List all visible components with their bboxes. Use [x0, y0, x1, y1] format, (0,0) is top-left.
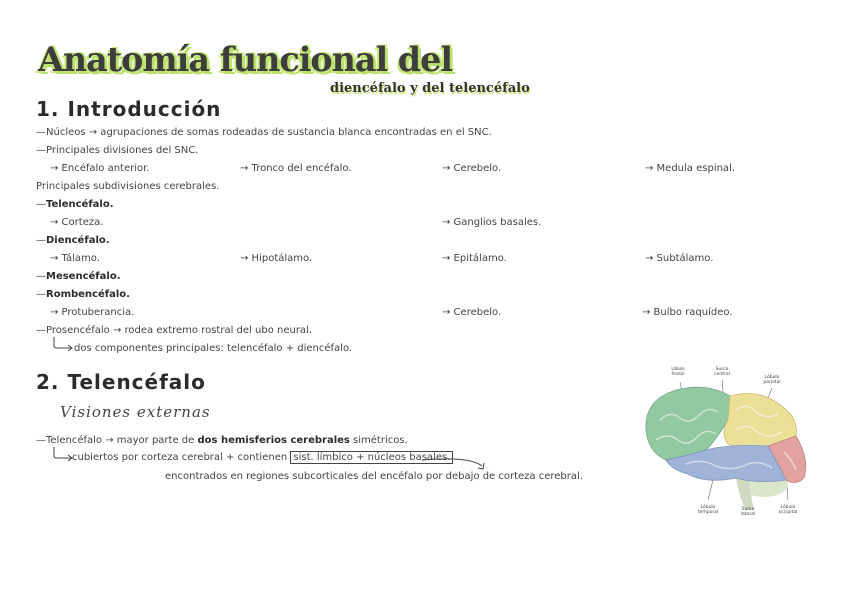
- label-surco-central: Surco central: [714, 367, 730, 377]
- division-item: → Encéfalo anterior.: [50, 163, 150, 174]
- rombencefalo-label: Rombencéfalo.: [46, 289, 130, 300]
- title-block: [38, 40, 460, 80]
- mesencefalo-label: Mesencéfalo.: [46, 271, 121, 282]
- hook-arrow-icon: [52, 336, 74, 352]
- desc-text-end: simétricos.: [349, 435, 408, 446]
- label-parietal: Lóbulo parietal: [763, 375, 781, 385]
- prosencefalo-line: —Prosencéfalo → rodea extremo rostral del ubo neural.: [36, 325, 313, 336]
- division-item: → Cerebelo.: [442, 163, 502, 174]
- handwritten-subheading: Visiones externas: [60, 403, 211, 421]
- label-occipital: Lóbulo occipital: [778, 505, 798, 515]
- hook-arrow-icon: [52, 446, 74, 462]
- division-item: → Medula espinal.: [645, 163, 736, 174]
- divisiones-title: —Principales divisiones del SNC.: [36, 145, 199, 156]
- telencefalo-desc-line-2: [72, 452, 453, 463]
- rombencefalo-item: → Protuberancia.: [50, 307, 135, 318]
- telencefalo-desc-line: [36, 435, 408, 446]
- diencefalo-item: → Hipotálamo.: [240, 253, 313, 264]
- diencefalo-item: → Epitálamo.: [442, 253, 507, 264]
- label-surco-lateral: Surco lateral: [740, 507, 756, 517]
- subdivisiones-title: Principales subdivisiones cerebrales.: [36, 181, 220, 192]
- brain-lobes-figure: [636, 360, 816, 528]
- rombencefalo-item: → Cerebelo.: [442, 307, 502, 318]
- diencefalo-label: Diencéfalo.: [46, 235, 110, 246]
- telencefalo-desc-line-3: encontrados en regiones subcorticales del encéfalo por debajo de corteza cerebral.: [165, 471, 583, 482]
- section-heading-telencefalo: 2. Telencéfalo: [36, 370, 206, 394]
- boxed-text: sist. límbico + núcleos basales.: [290, 451, 453, 464]
- mesencefalo-line: —Mesencéfalo.: [36, 271, 121, 282]
- telencefalo-item: → Corteza.: [50, 217, 104, 228]
- telencefalo-label: Telencéfalo.: [46, 199, 114, 210]
- diencefalo-line: —Diencéfalo.: [36, 235, 110, 246]
- page-subtitle: diencéfalo y del telencéfalo: [330, 81, 530, 96]
- telencefalo-line: —Telencéfalo.: [36, 199, 114, 210]
- rombencefalo-item: → Bulbo raquídeo.: [642, 307, 733, 318]
- desc-text: —Telencéfalo → mayor parte de: [36, 435, 198, 446]
- label-temporal: Lóbulo temporal: [697, 505, 719, 515]
- desc-text: cubiertos por corteza cerebral + contienen: [72, 452, 291, 463]
- label-frontal: Lóbulo frontal: [671, 366, 685, 376]
- nucleos-line: —Núcleos → agrupaciones de somas rodeadas de sustancia blanca encontradas en el SNC.: [36, 127, 492, 138]
- diencefalo-item: → Tálamo.: [50, 253, 100, 264]
- rombencefalo-line: —Rombencéfalo.: [36, 289, 130, 300]
- page-title: Anatomía funcional del: [38, 40, 453, 80]
- desc-bold: dos hemisferios cerebrales: [197, 435, 350, 446]
- diencefalo-item: → Subtálamo.: [645, 253, 714, 264]
- section-heading-introduccion: 1. Introducción: [36, 97, 222, 121]
- prosencefalo-sub: dos componentes principales: telencéfalo + diencéfalo.: [74, 343, 353, 354]
- telencefalo-item: → Ganglios basales.: [442, 217, 542, 228]
- division-item: → Tronco del encéfalo.: [240, 163, 352, 174]
